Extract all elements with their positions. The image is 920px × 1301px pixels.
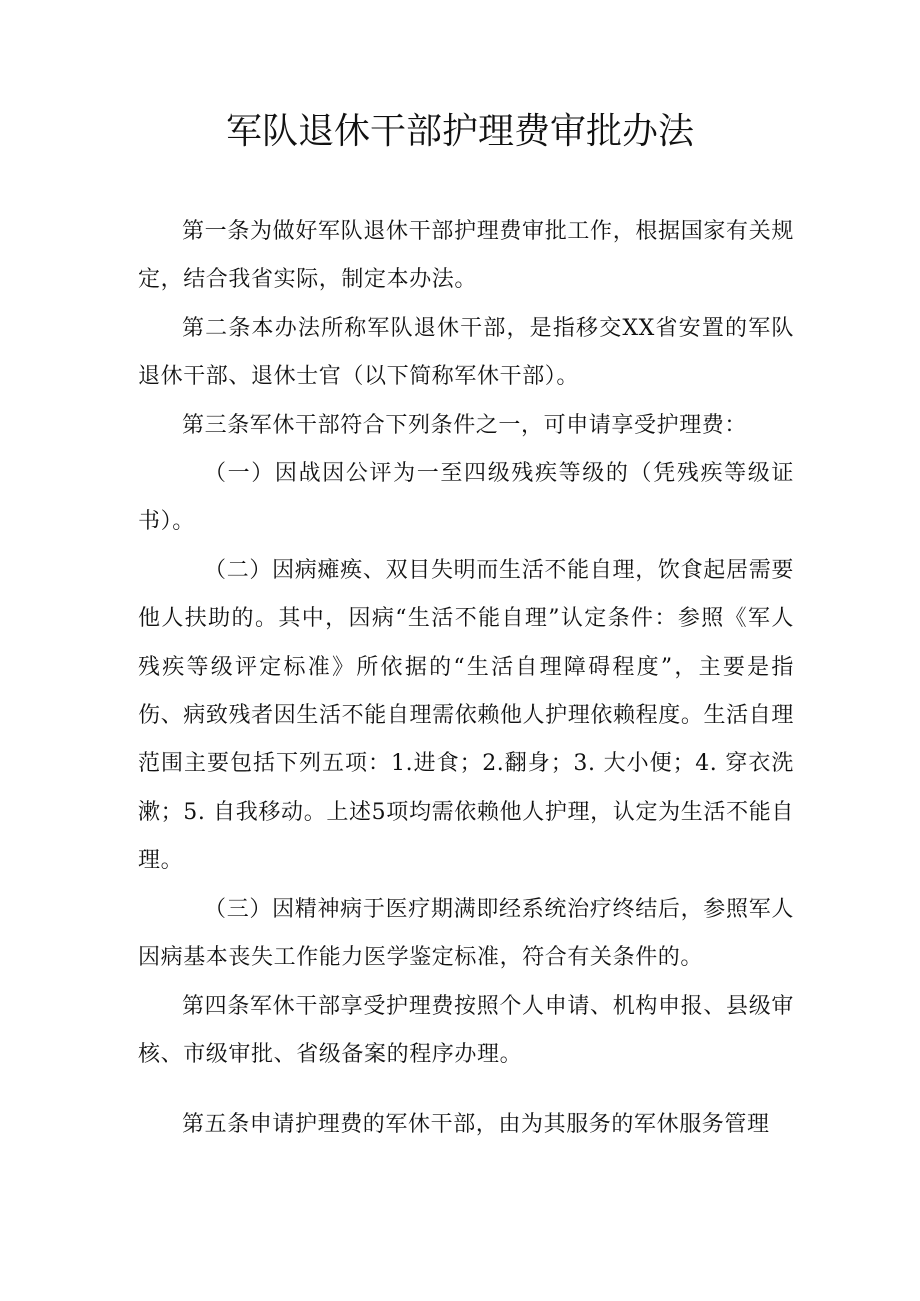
- article-5-paragraph: 第五条申请护理费的军休干部，由为其服务的军休服务管理: [182, 1112, 770, 1138]
- article-3-item-2: （二）因病瘫痪、双目失明而生活不能自理，饮食起居需要他人扶助的。其中，因病“生活不能自理”认定条件：参照《军人残疾等级评定标准》所依据的“生活自理障碍程度”，主要是指伤、病致残者因生活不能自理需依赖他人护理依赖程度。生活自理范围主要包括下列五项：1.进食；2.翻身；3. 大小便；4. 穿衣洗漱；5. 自我移动。上述5项均需依赖他人护理，认定为生活不能自理。: [138, 557, 794, 874]
- article-3-paragraph: 第三条军休干部符合下列条件之一，可申请享受护理费：: [182, 412, 748, 438]
- article-1-paragraph: 第一条为做好军队退休干部护理费审批工作，根据国家有关规定，结合我省实际，制定本办法。: [138, 219, 794, 293]
- document-body: [138, 208, 794, 1150]
- article-3-item-1: （一）因战因公评为一至四级残疾等级的（凭残疾等级证书）。: [138, 461, 794, 535]
- document-title: 军队退休干部护理费审批办法: [225, 111, 694, 152]
- article-4-paragraph: 第四条军休干部享受护理费按照个人申请、机构申报、县级审核、市级审批、省级备案的程序办理。: [138, 993, 794, 1067]
- article-2-paragraph: 第二条本办法所称军队退休干部，是指移交XX省安置的军队退休干部、退休士官（以下简称军休干部）。: [138, 315, 794, 390]
- article-3-item-3: （三）因精神病于医疗期满即经系统治疗终结后，参照军人因病基本丧失工作能力医学鉴定标准，符合有关条件的。: [138, 896, 794, 971]
